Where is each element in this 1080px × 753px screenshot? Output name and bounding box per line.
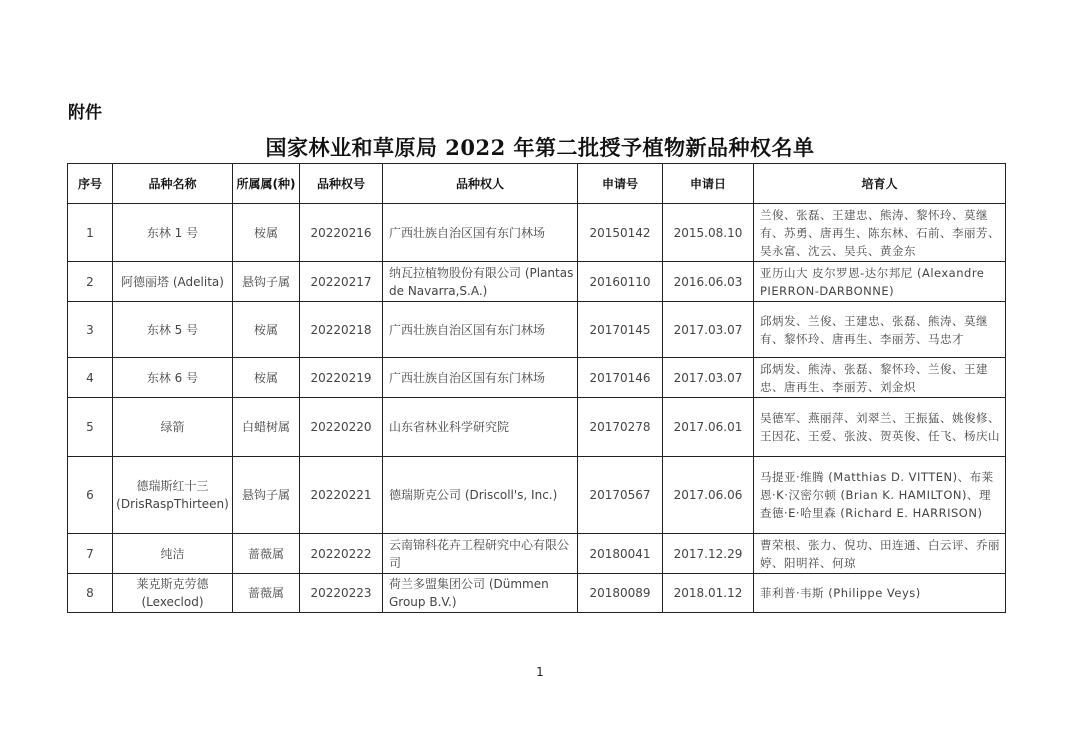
cell-app-date: 2016.06.03	[663, 262, 754, 302]
cell-right-no: 20220217	[300, 262, 383, 302]
table-row	[68, 262, 1006, 302]
column-header-owner: 品种权人	[383, 164, 578, 204]
cell-app-date: 2017.06.01	[663, 398, 754, 457]
plant-variety-table	[67, 163, 1006, 613]
cell-breeder: 亚历山大 皮尔罗恩-达尔邦尼 (Alexandre PIERRON-DARBONNE)	[754, 262, 1006, 302]
cell-right-no: 20220218	[300, 302, 383, 358]
cell-no: 6	[68, 457, 113, 534]
cell-app-no: 20150142	[578, 204, 663, 262]
table-row	[68, 302, 1006, 358]
cell-right-no: 20220222	[300, 534, 383, 574]
table-row	[68, 204, 1006, 262]
cell-name: 德瑞斯红十三 (DrisRaspThirteen)	[113, 457, 233, 534]
cell-genus: 悬钩子属	[233, 262, 300, 302]
cell-app-date: 2017.03.07	[663, 302, 754, 358]
table-row	[68, 457, 1006, 534]
cell-app-no: 20180089	[578, 574, 663, 613]
cell-app-date: 2017.06.06	[663, 457, 754, 534]
cell-app-date: 2017.12.29	[663, 534, 754, 574]
table-header-row	[68, 164, 1006, 204]
table-row	[68, 574, 1006, 613]
column-header-genus: 所属属(种)	[233, 164, 300, 204]
cell-app-no: 20170146	[578, 358, 663, 398]
cell-right-no: 20220221	[300, 457, 383, 534]
cell-name: 莱克斯克劳德 (Lexeclod)	[113, 574, 233, 613]
cell-no: 8	[68, 574, 113, 613]
cell-no: 7	[68, 534, 113, 574]
cell-genus: 蔷薇属	[233, 574, 300, 613]
cell-owner: 山东省林业科学研究院	[383, 398, 578, 457]
column-header-right-no: 品种权号	[300, 164, 383, 204]
table-row	[68, 358, 1006, 398]
table-row	[68, 398, 1006, 457]
cell-genus: 桉属	[233, 302, 300, 358]
cell-owner: 广西壮族自治区国有东门林场	[383, 204, 578, 262]
column-header-app-date: 申请日	[663, 164, 754, 204]
cell-owner: 云南锦科花卉工程研究中心有限公司	[383, 534, 578, 574]
cell-genus: 蔷薇属	[233, 534, 300, 574]
cell-name: 纯洁	[113, 534, 233, 574]
cell-breeder: 邱炳发、兰俊、王建忠、张磊、熊涛、莫继有、黎怀玲、唐再生、李丽芳、马忠才	[754, 302, 1006, 358]
attachment-label: 附件	[68, 103, 102, 123]
cell-genus: 悬钩子属	[233, 457, 300, 534]
cell-no: 3	[68, 302, 113, 358]
cell-no: 4	[68, 358, 113, 398]
cell-right-no: 20220219	[300, 358, 383, 398]
cell-app-no: 20170567	[578, 457, 663, 534]
cell-genus: 白蜡树属	[233, 398, 300, 457]
cell-app-date: 2018.01.12	[663, 574, 754, 613]
cell-no: 5	[68, 398, 113, 457]
cell-name: 东林 5 号	[113, 302, 233, 358]
cell-name: 阿德丽塔 (Adelita)	[113, 262, 233, 302]
page-number: 1	[536, 665, 544, 679]
cell-genus: 桉属	[233, 204, 300, 262]
cell-owner: 纳瓦拉植物股份有限公司 (Plantas de Navarra,S.A.)	[383, 262, 578, 302]
document-title: 国家林业和草原局 2022 年第二批授予植物新品种权名单	[265, 135, 815, 160]
cell-no: 2	[68, 262, 113, 302]
cell-right-no: 20220216	[300, 204, 383, 262]
cell-app-no: 20170145	[578, 302, 663, 358]
cell-app-date: 2015.08.10	[663, 204, 754, 262]
cell-name: 绿箭	[113, 398, 233, 457]
cell-owner: 广西壮族自治区国有东门林场	[383, 358, 578, 398]
cell-owner: 广西壮族自治区国有东门林场	[383, 302, 578, 358]
cell-app-no: 20170278	[578, 398, 663, 457]
cell-breeder: 菲利普·韦斯 (Philippe Veys)	[754, 574, 1006, 613]
column-header-app-no: 申请号	[578, 164, 663, 204]
cell-no: 1	[68, 204, 113, 262]
cell-name: 东林 6 号	[113, 358, 233, 398]
cell-breeder: 曹荣根、张力、倪功、田连通、白云评、乔丽婷、阳明祥、何琼	[754, 534, 1006, 574]
cell-breeder: 吴德军、燕丽萍、刘翠兰、王振猛、姚俊修、王因花、王爱、张波、贺英俊、任飞、杨庆山	[754, 398, 1006, 457]
column-header-name: 品种名称	[113, 164, 233, 204]
cell-app-no: 20180041	[578, 534, 663, 574]
cell-app-date: 2017.03.07	[663, 358, 754, 398]
column-header-breeder: 培育人	[754, 164, 1006, 204]
cell-name: 东林 1 号	[113, 204, 233, 262]
cell-right-no: 20220223	[300, 574, 383, 613]
cell-breeder: 马提亚·维腾 (Matthias D. VITTEN)、布莱恩·K·汉密尔顿 (Brian K. HAMILTON)、理查德·E·哈里森 (Richard E. HARRISON)	[754, 457, 1006, 534]
cell-breeder: 兰俊、张磊、王建忠、熊涛、黎怀玲、莫继有、苏勇、唐再生、陈东林、石前、李丽芳、吴永富、沈云、吴兵、黄金东	[754, 204, 1006, 262]
table-row	[68, 534, 1006, 574]
column-header-no: 序号	[68, 164, 113, 204]
cell-owner: 荷兰多盟集团公司 (Dümmen Group B.V.)	[383, 574, 578, 613]
cell-app-no: 20160110	[578, 262, 663, 302]
cell-breeder: 邱炳发、熊涛、张磊、黎怀玲、兰俊、王建忠、唐再生、李丽芳、刘金炽	[754, 358, 1006, 398]
cell-right-no: 20220220	[300, 398, 383, 457]
cell-genus: 桉属	[233, 358, 300, 398]
cell-owner: 德瑞斯克公司 (Driscoll's, Inc.)	[383, 457, 578, 534]
